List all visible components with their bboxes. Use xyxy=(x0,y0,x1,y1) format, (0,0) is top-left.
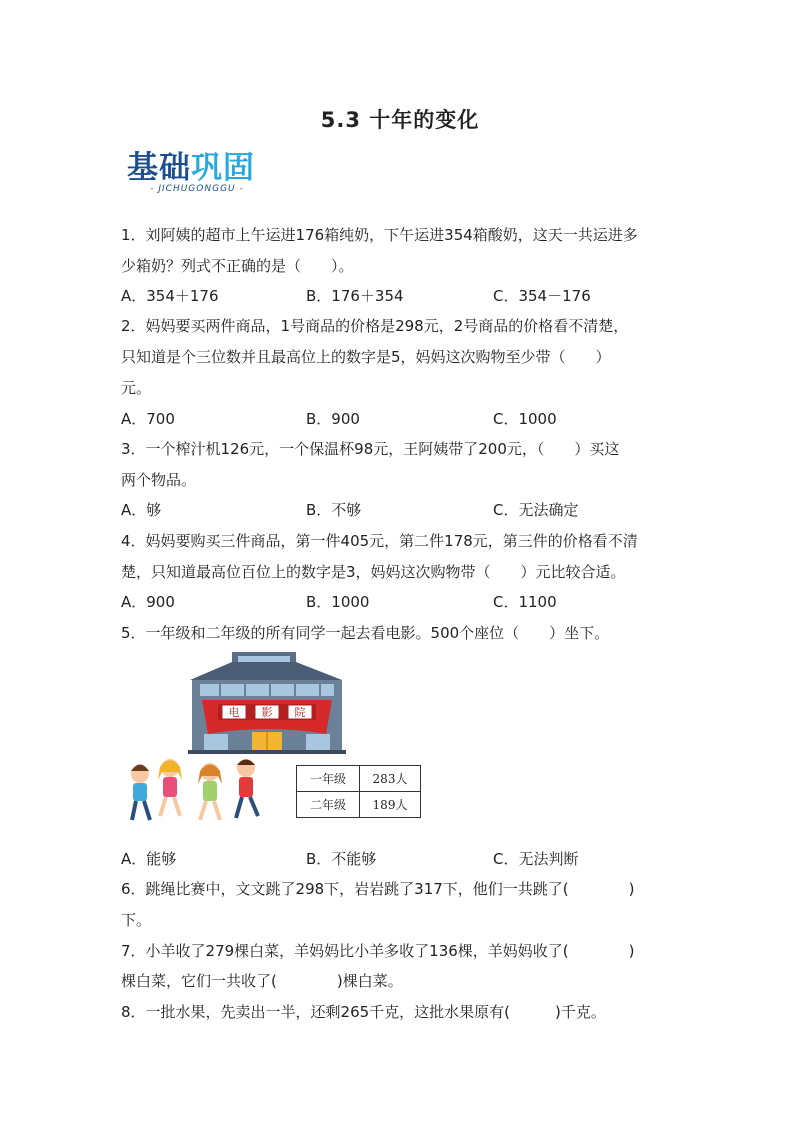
q7-line2: 棵白菜，它们一共收了( )棵白菜。 xyxy=(121,972,403,990)
q5-option-b[interactable]: B．不能够 xyxy=(306,850,377,868)
table-row xyxy=(297,766,421,792)
q6-line2: 下。 xyxy=(121,911,152,929)
q3-line2: 两个物品。 xyxy=(121,471,197,489)
q4-option-b[interactable]: B．1000 xyxy=(306,593,370,611)
q4-option-c[interactable]: C．1100 xyxy=(493,593,557,611)
q2-option-a[interactable]: A．700 xyxy=(121,410,175,428)
q5-line1: 5．一年级和二年级的所有同学一起去看电影。500个座位（ ）坐下。 xyxy=(121,624,610,642)
badge-subtitle: - JICHUGONGGU - xyxy=(150,184,244,194)
children-icon xyxy=(131,759,258,820)
q3-line1: 3．一个榨汁机126元，一个保温杯98元，王阿姨带了200元，（ ）买这 xyxy=(121,440,620,458)
q4-option-a[interactable]: A．900 xyxy=(121,593,175,611)
q3-option-a[interactable]: A．够 xyxy=(121,501,162,519)
count-cell: 283人 xyxy=(360,766,421,792)
q2-line1: 2．妈妈要买两件商品，1号商品的价格是298元，2号商品的价格看不清楚， xyxy=(121,317,629,335)
q1-option-c[interactable]: C．354－176 xyxy=(493,287,591,305)
q1-line2: 少箱奶？列式不正确的是（ ）。 xyxy=(121,257,354,275)
badge-title: 基础巩固 xyxy=(127,150,255,186)
q1-option-b[interactable]: B．176＋354 xyxy=(306,287,404,305)
cinema-sign-char-3: 院 xyxy=(294,706,306,719)
grade-cell: 一年级 xyxy=(297,766,360,792)
grade-cell: 二年级 xyxy=(297,792,360,818)
q5-option-c[interactable]: C．无法判断 xyxy=(493,850,579,868)
table-row xyxy=(297,792,421,818)
q1-option-a[interactable]: A．354＋176 xyxy=(121,287,219,305)
cinema-icon xyxy=(188,652,346,754)
q3-option-b[interactable]: B．不够 xyxy=(306,501,362,519)
q4-line2: 楚，只知道最高位百位上的数字是3，妈妈这次购物带（ ）元比较合适。 xyxy=(121,563,626,581)
q2-option-c[interactable]: C．1000 xyxy=(493,410,557,428)
count-cell: 189人 xyxy=(360,792,421,818)
q3-option-c[interactable]: C．无法确定 xyxy=(493,501,579,519)
section-badge xyxy=(127,150,267,196)
cinema-sign-char-1: 电 xyxy=(228,706,240,719)
q6-line1: 6．跳绳比赛中，文文跳了298下，岩岩跳了317下，他们一共跳了( ) xyxy=(121,880,635,898)
grade-count-table xyxy=(296,765,421,818)
q4-line1: 4．妈妈要购买三件商品，第一件405元，第二件178元，第三件的价格看不清 xyxy=(121,532,638,550)
q1-line1: 1．刘阿姨的超市上午运进176箱纯奶，下午运进354箱酸奶，这天一共运进多 xyxy=(121,226,638,244)
q5-option-a[interactable]: A．能够 xyxy=(121,850,177,868)
cinema-sign-char-2: 影 xyxy=(261,706,273,719)
q2-line3: 元。 xyxy=(121,379,152,397)
q2-option-b[interactable]: B．900 xyxy=(306,410,360,428)
q2-line2: 只知道是个三位数并且最高位上的数字是5，妈妈这次购物至少带（ ） xyxy=(121,348,611,366)
q7-line1: 7．小羊收了279棵白菜，羊妈妈比小羊多收了136棵，羊妈妈收了( ) xyxy=(121,942,635,960)
page-title: 5.3 十年的变化 xyxy=(320,108,480,132)
q8-line1: 8．一批水果，先卖出一半，还剩265千克，这批水果原有( )千克。 xyxy=(121,1003,606,1021)
